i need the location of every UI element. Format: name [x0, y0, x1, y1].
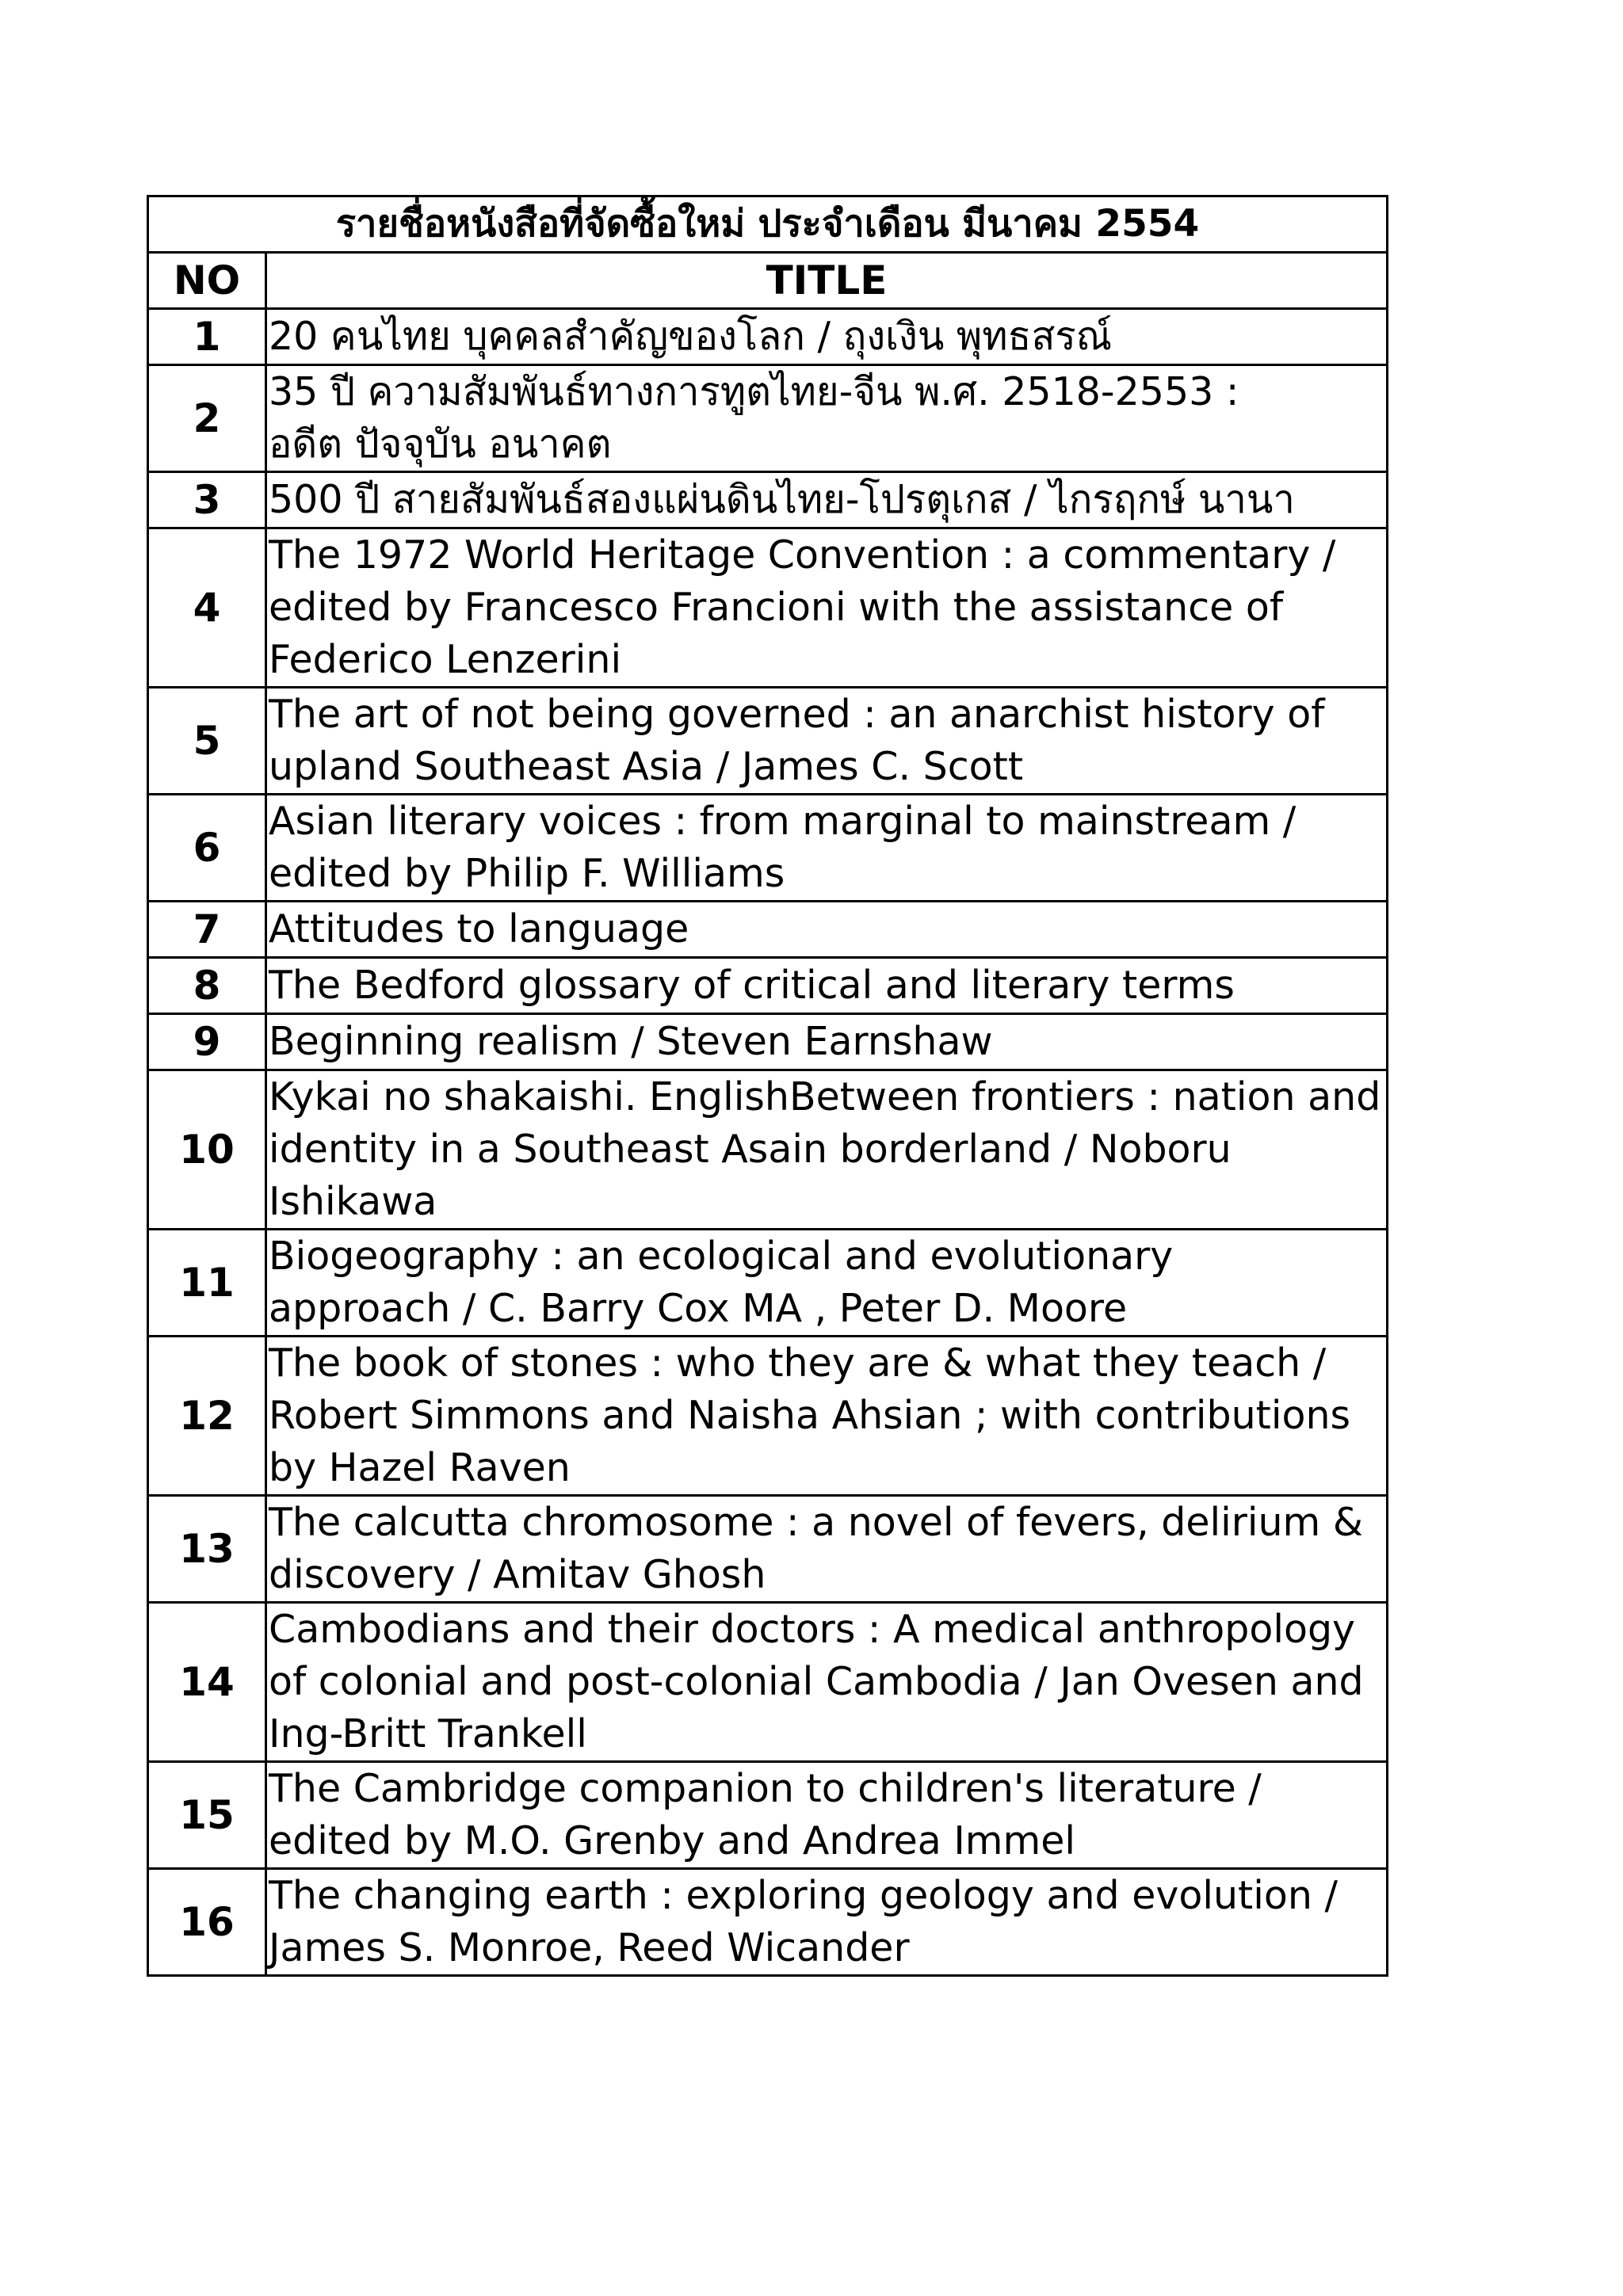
book-number: 1: [148, 309, 266, 365]
book-title-line: The art of not being governed : an anarchist history of: [269, 692, 1325, 737]
book-number: 15: [148, 1762, 266, 1869]
book-title-line: discovery / Amitav Ghosh: [269, 1552, 766, 1597]
book-title-line: edited by Philip F. Williams: [269, 851, 785, 896]
book-number: 10: [148, 1070, 266, 1230]
book-title-line: by Hazel Raven: [269, 1445, 571, 1490]
book-title-line: The changing earth : exploring geology and evolution /: [269, 1873, 1338, 1918]
book-title-line: The calcutta chromosome : a novel of fevers, delirium &: [269, 1500, 1364, 1545]
table-title-row: [148, 196, 1388, 253]
book-title-line: edited by Francesco Francioni with the assistance of: [269, 585, 1284, 630]
book-title: [266, 309, 1388, 365]
book-number: 4: [148, 528, 266, 688]
book-title: [266, 902, 1388, 958]
book-number: 3: [148, 472, 266, 528]
table-row: [148, 528, 1388, 688]
book-title-line: Kykai no shakaishi. EnglishBetween frontiers : nation and: [269, 1074, 1381, 1119]
table-row: [148, 795, 1388, 902]
table-row: [148, 472, 1388, 528]
book-title-line: 35 ปี ความสัมพันธ์ทางการทูตไทย-จีน พ.ศ. 2518-2553 :: [269, 369, 1239, 414]
book-title-line: identity in a Southeast Asain borderland / Noboru: [269, 1127, 1232, 1172]
book-title-line: upland Southeast Asia / James C. Scott: [269, 744, 1024, 789]
book-title: [266, 1230, 1388, 1337]
book-number: 14: [148, 1603, 266, 1762]
book-title-line: Ishikawa: [269, 1179, 437, 1224]
book-number: 11: [148, 1230, 266, 1337]
book-title: [266, 958, 1388, 1014]
book-title-line: The book of stones : who they are & what they teach /: [269, 1341, 1327, 1386]
book-title: [266, 1014, 1388, 1070]
header-row: [148, 253, 1388, 309]
book-number: 13: [148, 1496, 266, 1603]
book-title-line: Ing-Britt Trankell: [269, 1711, 587, 1756]
book-title-line: 20 คนไทย บุคคลสำคัญของโลก / ถุงเงิน พุทธสรณ์: [269, 314, 1113, 359]
book-title: [266, 472, 1388, 528]
book-title-line: of colonial and post-colonial Cambodia / Jan Ovesen and: [269, 1659, 1364, 1704]
book-title: [266, 1337, 1388, 1496]
table-row: [148, 1869, 1388, 1976]
book-title: [266, 1496, 1388, 1603]
book-number: 12: [148, 1337, 266, 1496]
table-row: [148, 1496, 1388, 1603]
book-title: [266, 365, 1388, 472]
book-title-line: edited by M.O. Grenby and Andrea Immel: [269, 1818, 1076, 1863]
book-number: 2: [148, 365, 266, 472]
table-row: [148, 1230, 1388, 1337]
book-number: 8: [148, 958, 266, 1014]
book-title: [266, 1762, 1388, 1869]
header-title: TITLE: [266, 253, 1388, 309]
book-title-line: The Cambridge companion to children's literature /: [269, 1766, 1262, 1811]
book-title-line: Cambodians and their doctors : A medical anthropology: [269, 1607, 1356, 1652]
table-row: [148, 688, 1388, 795]
book-title: [266, 1603, 1388, 1762]
book-title-line: Asian literary voices : from marginal to mainstream /: [269, 799, 1296, 844]
table-row: [148, 1603, 1388, 1762]
book-title-line: The Bedford glossary of critical and literary terms: [269, 963, 1235, 1008]
book-title-line: Robert Simmons and Naisha Ahsian ; with contributions: [269, 1393, 1351, 1438]
book-title-line: 500 ปี สายสัมพันธ์สองแผ่นดินไทย-โปรตุเกส / ไกรฤกษ์ นานา: [269, 477, 1295, 522]
table-row: [148, 365, 1388, 472]
table-row: [148, 309, 1388, 365]
book-title: [266, 528, 1388, 688]
table-title: รายชื่อหนังสือที่จัดซื้อใหม่ ประจำเดือน มีนาคม 2554: [148, 196, 1388, 253]
book-title-line: approach / C. Barry Cox MA , Peter D. Moore: [269, 1286, 1128, 1331]
book-number: 7: [148, 902, 266, 958]
book-title: [266, 688, 1388, 795]
book-number: 9: [148, 1014, 266, 1070]
book-title: [266, 1070, 1388, 1230]
book-number: 5: [148, 688, 266, 795]
book-number: 16: [148, 1869, 266, 1976]
table-row: [148, 1070, 1388, 1230]
book-number: 6: [148, 795, 266, 902]
book-title: [266, 1869, 1388, 1976]
header-no: NO: [148, 253, 266, 309]
book-title-line: Attitudes to language: [269, 906, 689, 952]
table-row: [148, 1337, 1388, 1496]
book-list-table: [147, 195, 1388, 1977]
table-row: [148, 1762, 1388, 1869]
book-title-line: Biogeography : an ecological and evolutionary: [269, 1234, 1174, 1279]
book-title-line: The 1972 World Heritage Convention : a commentary /: [269, 532, 1336, 578]
table-row: [148, 958, 1388, 1014]
book-title-line: อดีต ปัจจุบัน อนาคต: [269, 421, 612, 467]
book-title-line: Beginning realism / Steven Earnshaw: [269, 1019, 993, 1064]
table-row: [148, 902, 1388, 958]
book-title-line: Federico Lenzerini: [269, 637, 622, 682]
book-title-line: James S. Monroe, Reed Wicander: [269, 1925, 910, 1970]
book-title: [266, 795, 1388, 902]
table-row: [148, 1014, 1388, 1070]
